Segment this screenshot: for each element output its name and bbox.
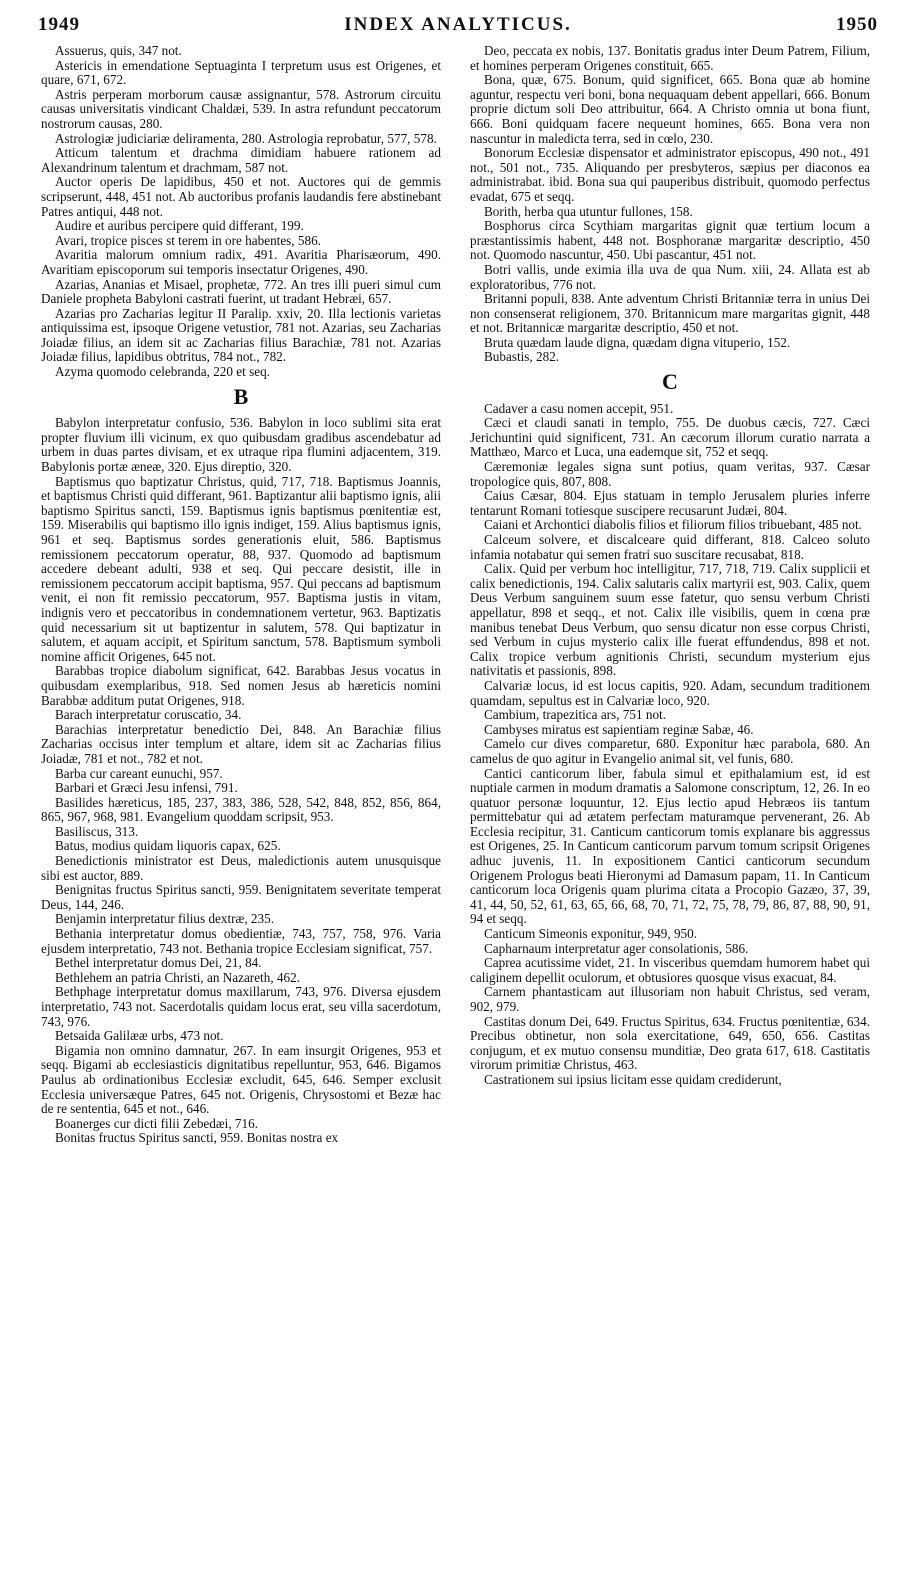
index-entry: Castrationem sui ipsius licitam esse quidam crediderunt, [484,1071,782,1087]
index-entry: Cantici canticorum liber, fabula simul et epithalamium est, id est nuptiale carmen in modum dramatis a Salomone conscriptum, 12, 26. In eo quatuor personæ loquuntur, 12. Ejus lectio apud Hebræos iis tantum permittebatur qui ad ætatem perfectam maturamque pervenerant, 26. Ab Ecclesia recipitur, 31. Canticum canticorum tomis explanare bis aggressus est Origenes, 25. In Canticum canticorum parvum tomum scripsit Origenes adhuc juvenis, 11. In expositionem Cantici canticorum secundum Origenem Prologus beati Hieronymi ad Damasum papam, 11. In Canticum canticorum loca Origenis quam plurima citata a Procopio Gazæo, 37, 39, 41, 44, 50, 52, 61, 63, 65, 66, 68, 70, 71, 72, 75, 78, 79, 86, 87, 88, 90, 91, 94 et seqq. [470,765,870,927]
entries-c [470,402,870,1088]
index-entry: Atticum talentum et drachma dimidiam habuere rationem ad Alexandrinum talentum et drachmam, 587 not. [41,145,441,175]
index-entry: Barabbas tropice diabolum significat, 642. Barabbas Jesus vocatus in quibusdam exemplaribus, 918. Sed nomen Jesus ab hæreticis nomini Barabbæ additum putat Origenes, 918. [41,663,441,708]
index-entry: Botri vallis, unde eximia illa uva de qua Num. xiii, 24. Allata est ab exploratoribus, 776 not. [470,261,870,292]
index-entry: Betsaida Galilææ urbs, 473 not. [55,1028,224,1044]
index-entry: Bethphage interpretatur domus maxillarum, 743, 976. Diversa ejusdem interpretatio, 743 not. Sacerdotalis quidam locus erat, seu villa sacerdotum, 743, 976. [41,984,441,1029]
index-entry: Camelo cur dives comparetur, 680. Exponitur hæc parabola, 680. An camelus de quo agitur in Evangelio animal sit, vel funis, 680. [470,736,870,766]
index-entry: Cadaver a casu nomen accepit, 951. [484,400,674,416]
index-entry: Bruta quædam laude digna, quædam digna vituperio, 152. [484,334,791,350]
index-entry: Azarias pro Zacharias legitur II Paralip. xxiv, 20. Illa lectionis varietas antiquissima est, ipsoque Origene vetustior, 781 not. Azarias, seu Zacharias Joiadæ filius, an idem sit ac Zacharias filius Barachiæ, 781 not. Azarias Joiadæ filius, lapidibus obtritus, 784 not., 782. [41,305,441,365]
index-entry: Cambium, trapezitica ars, 751 not. [484,707,667,723]
index-entry: Basilides hæreticus, 185, 237, 383, 386, 528, 542, 848, 852, 856, 864, 865, 967, 968, 981. Evangelium quoddam scripsit, 953. [41,794,441,825]
index-entry: Azarias, Ananias et Misael, prophetæ, 772. An tres illi pueri simul cum Daniele propheta Babyloni castrati fuerint, ut tradant Hebræi, 657. [41,276,441,307]
index-entry: Bona, quæ, 675. Bonum, quid significet, 665. Bona quæ ab homine aguntur, respectu veri boni, bona nequaquam debent appellari, 666. Bonum proprie dictum soli Deo attribuitur, 664. A Christo omnia ut bona fiunt, 666. Boni quidquam facere nequeunt homines, 665. Bona vera non nascuntur in maledicta terra, sed in cœlo, 230. [470,72,870,146]
index-entry: Assuerus, quis, 347 not. [55,43,182,58]
index-entry: Boanerges cur dicti filii Zebedæi, 716. [55,1115,259,1131]
index-entry: Auctor operis De lapidibus, 450 et not. Auctores qui de gemmis scripserunt, 448, 451 not. Ab auctoribus profanis laudandis fere abstinebant Patres antiqui, 448 not. [41,174,441,219]
entries-b-continued [470,44,870,365]
index-entry: Bethania interpretatur domus obedientiæ, 743, 757, 758, 976. Varia ejusdem interpretatio, 743 not. Bethania tropice Ecclesiam significat, 757. [41,926,441,956]
index-entry: Caiani et Archontici diabolis filios et filiorum filios tribuebant, 485 not. [484,517,862,533]
index-entry: Basiliscus, 313. [55,823,139,839]
index-entry: Bonitas fructus Spiritus sancti, 959. Bonitas nostra ex [55,1130,339,1146]
left-page-number: 1949 [38,14,80,35]
section-letter-c: C [662,369,678,395]
index-entry: Bethel interpretatur domus Dei, 21, 84. [55,955,262,971]
index-entry: Babylon interpretatur confusio, 536. Babylon in loco sublimi sita erat propter fluvium illi vicinum, ex quo quibusdam gradibus ascendebatur ad urbem in duas partes divisam, et ex utraque ripa flumini adjacentem, 319. Babylonis portæ æneæ, 320. Ejus direptio, 320. [41,415,441,475]
index-entry: Benedictionis ministrator est Deus, maledictionis autem unusquisque sibi est auctor, 889. [41,853,441,883]
index-entry: Astericis in emendatione Septuaginta I terpretum usus est Origenes, et quare, 671, 672. [41,57,441,88]
page-header [38,14,878,40]
index-entry: Bigamia non omnino damnatur, 267. In eam insurgit Origenes, 953 et seqq. Bigami ab ecclesiasticis dignitatibus repelluntur, 953, 646. Bigamos Paulus ab ordinationibus Ecclesiæ excludit, 645, 646. Semper exclusit Ecclesia universæque Patres, 645 not. Origenis, Chrysostomi et Bezæ hac de re sententia, 645 et not., 646. [41,1042,441,1117]
index-entry: Audire et auribus percipere quid differant, 199. [55,218,304,234]
index-entry: Azyma quomodo celebranda, 220 et seq. [55,364,270,380]
index-entry: Deo, peccata ex nobis, 137. Bonitatis gradus inter Deum Patrem, Filium, et homines perperam Origenes constituit, 665. [470,43,870,73]
index-entry: Bethlehem an patria Christi, an Nazareth, 462. [55,969,300,985]
index-entry: Barba cur careant eunuchi, 957. [55,765,223,781]
index-entry: Borith, herba qua utuntur fullones, 158. [484,203,693,219]
index-entry: Carnem phantasticam aut illusoriam non habuit Christus, sed veram, 902, 979. [470,984,870,1014]
entries-b [41,416,441,1146]
index-entry: Cæci et claudi sanati in templo, 755. De duobus cæcis, 727. Cæci Jerichuntini quid significent, 731. An cæcorum illorum curatio narrata a Matthæo, Marco et Luca, una eademque sit, 752 et seqq. [470,415,870,460]
index-entry: Calvariæ locus, id est locus capitis, 920. Adam, secundum traditionem quamdam, sepultus est in Calvariæ loco, 920. [470,677,870,708]
index-entry: Caius Cæsar, 804. Ejus statuam in templo Jerusalem pluries inferre tentarunt Romani totiesque suscipere recusarunt Judæi, 804. [470,488,870,518]
index-entry: Calix. Quid per verbum hoc intelligitur, 717, 718, 719. Calix supplicii et calix benedictionis, 194. Calix salutaris calix martyrii est, 903. Calix, quem Deus Verbum sanguinem suum esse fatetur, quo sensu verbum Christi appellatur, 898 et seqq., et not. Calix ille visibilis, quem in cœna præ manibus tenebat Deus Verbum, quo sensu dicatur non esse corpus Christi, sed Verbum in cujus mysterio calix ille fuerat effundendus, 898 et not. Calix tropice verbum agnitionis Christi, secundum mysterium ejus nativitatis et passionis, 898. [470,561,870,679]
section-letter-b: B [233,383,249,409]
running-title: INDEX ANALYTICUS. [344,14,572,35]
index-entry: Barach interpretatur coruscatio, 34. [55,707,242,723]
index-entry: Bosphorus circa Scythiam margaritas gignit quæ tertium locum a præstantissimis habent, 448 not. Bosphoranæ margaritæ descriptio, 450 not. Quomodo nascuntur, 450. Ubi pascantur, 451 not. [470,218,870,263]
right-column [470,44,870,1088]
entries-a [41,44,441,380]
index-entry: Britanni populi, 838. Ante adventum Christi Britanniæ terra in unius Dei non consenserat religionem, 370. Britannicum mare margaritas gignit, 448 et not. Britannicæ margaritæ descriptio, 450 et not. [470,291,870,336]
index-entry: Astrologiæ judiciariæ deliramenta, 280. Astrologia reprobatur, 577, 578. [55,130,437,146]
index-entry: Avari, tropice pisces st terem in ore habentes, 586. [55,232,321,248]
right-page-number: 1950 [836,14,878,35]
index-entry: Cæremoniæ legales signa sunt potius, quam veritas, 937. Cæsar tropologice quis, 807, 808. [470,459,870,489]
index-entry: Baptismus quo baptizatur Christus, quid, 717, 718. Baptismus Joannis, et baptismus Christi quid differant, 961. Baptizantur alii baptismo ignis, alii baptismo Spiritus sancti, 159. Baptismus ignis baptismus pœnitentiæ est, 159. Miserabilis qui baptismo illo ignis indiget, 159. Alius baptismus ignis, 961 et seq. Baptismus sordes generationis eluit, 586. Baptismus remissionem peccatorum operatur, 88, 937. Quomodo ad baptismum accedere debeant adulti, 938 et seq. Qui peccare desistit, ille in remissionem peccatorum accipit baptisma, 957. Qui peccans ad baptismum venit, ei non fit remissio peccatorum, 957. Baptisma justis in vitam, indignis vero et peccatoribus in condemnationem vertetur, 963. Baptizatis quid necessarium sit ut baptizentur in salutem, 578. Qui baptizatur in salutem, et aquam accipit, et Spiritum sanctum, 578. Baptismum symboli nomine afficit Origenes, 645 not. [41,473,441,664]
index-entry: Barachias interpretatur benedictio Dei, 848. An Barachiæ filius Zacharias occisus inter templum et altare, idem sit ac Zacharias filius Joiadæ, 781 et not., 782 et not. [41,721,441,766]
index-entry: Bonorum Ecclesiæ dispensator et administrator episcopus, 490 not., 491 not., 501 not., 735. Aliquando per presbyteros, sæpius per diaconos ea administrabat. ibid. Bona sua qui pauperibus distribuit, quomodo perfectus evadat, 675 et seqq. [470,145,870,204]
index-entry: Canticum Simeonis exponitur, 949, 950. [484,926,698,942]
index-entry: Cambyses miratus est sapientiam reginæ Sabæ, 46. [484,721,754,737]
index-entry: Benignitas fructus Spiritus sancti, 959. Benignitatem severitate temperat Deus, 144, 246. [41,882,441,912]
index-entry: Benjamin interpretatur filius dextræ, 235. [55,911,275,927]
index-entry: Batus, modius quidam liquoris capax, 625. [55,838,281,854]
index-entry: Castitas donum Dei, 649. Fructus Spiritus, 634. Fructus pœnitentiæ, 634. Precibus obtinetur, non sola exercitatione, 649, 650, 656. Castitas conjugum, et ex mutuo consensu munditiæ, Deo grata 617, 618. Castitatis virorum primitiæ Christus, 463. [470,1013,870,1073]
index-entry: Caprea acutissime videt, 21. In visceribus quemdam humorem habet qui caliginem depellit oculorum, et obtusiores quosque visus exacuat, 84. [470,955,870,985]
index-entry: Calceum solvere, et discalceare quid differant, 818. Calceo soluto infamia notabatur qui semen fratri suo suscitare recusabat, 818. [470,532,870,562]
index-entry: Capharnaum interpretatur ager consolationis, 586. [484,940,749,956]
index-entry: Barbari et Græci Jesu infensi, 791. [55,780,238,796]
index-entry: Avaritia malorum omnium radix, 491. Avaritia Pharisæorum, 490. Avaritiam episcoporum sui temporis insectatur Origenes, 490. [41,247,441,277]
index-entry: Bubastis, 282. [484,349,560,365]
left-column [41,44,441,1146]
index-entry: Astris perperam morborum causæ assignantur, 578. Astrorum circuitu causas universitatis vindicant Chaldæi, 539. In astra refundunt peccatorum nostrorum causas, 280. [41,86,441,131]
